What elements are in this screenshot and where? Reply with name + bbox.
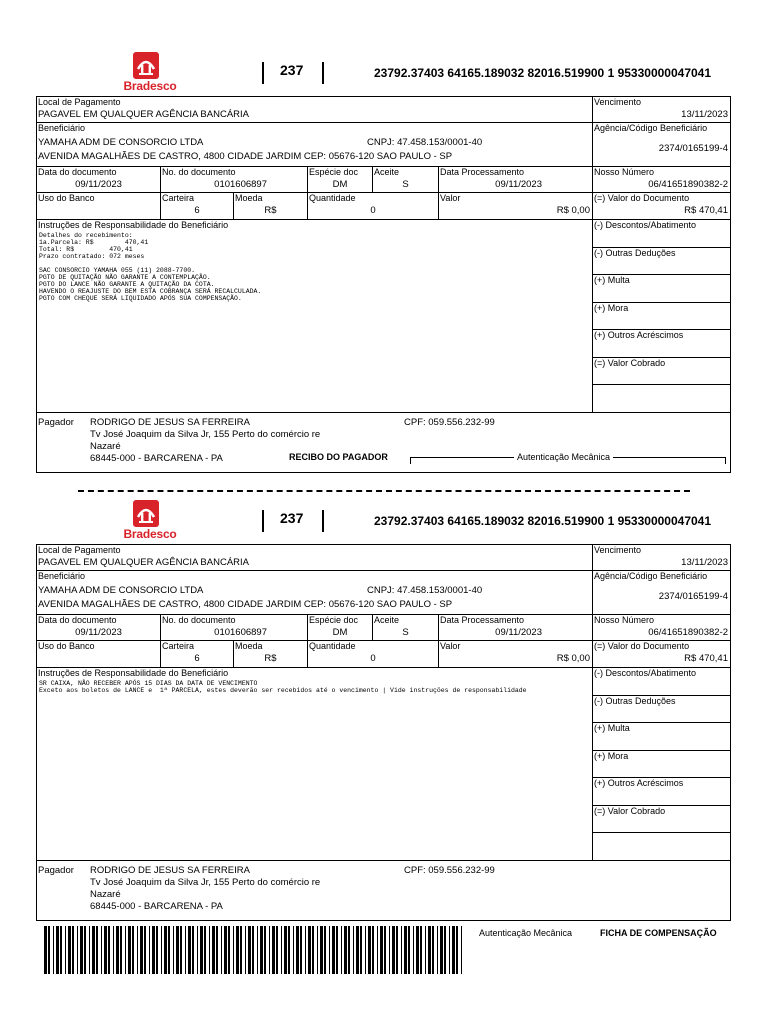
valor-documento-cell: (=) Valor do Documento R$ 470,41 — [592, 641, 731, 668]
barcode-bar — [461, 926, 462, 974]
quantidade-cell: Quantidade 0 — [307, 193, 438, 220]
nosso-numero-value: 06/41651890382-2 — [648, 179, 728, 190]
slip-header — [36, 500, 731, 544]
barcode-bar — [389, 926, 390, 974]
beneficiario-nome: YAMAHA ADM DE CONSORCIO LTDA — [38, 585, 204, 596]
barcode-bar — [137, 926, 138, 974]
data-documento-value: 09/11/2023 — [75, 627, 122, 638]
beneficiario-cell: Beneficiário YAMAHA ADM DE CONSORCIO LTDA CNPJ: 47.458.153/0001-40 AVENIDA MAGALHÃES DE CASTRO, 4800 CIDADE JARDIM CEP: 05676-120 SAO PAULO - SP — [36, 123, 592, 167]
boleto-grid — [36, 544, 731, 912]
local-pagamento-cell: Local de Pagamento PAGAVEL EM QUALQUER AGÊNCIA BANCÁRIA — [36, 545, 592, 571]
bradesco-logo — [120, 52, 177, 96]
barcode-bar — [216, 926, 218, 974]
data-documento-cell: Data do documento 09/11/2023 — [36, 615, 160, 641]
bank-name: Bradesco — [123, 79, 177, 93]
nosso-numero-value: 06/41651890382-2 — [648, 627, 728, 638]
barcode-bar — [240, 926, 242, 974]
barcode-bar — [336, 926, 338, 974]
barcode-bar — [108, 926, 110, 974]
pagador-cpf: CPF: 059.556.232-99 — [404, 417, 495, 428]
data-processamento-value: 09/11/2023 — [495, 179, 542, 190]
bank-code: 237 — [280, 62, 304, 78]
barcode-bar — [372, 926, 374, 974]
barcode-bar — [101, 926, 102, 974]
instrucoes-cell: Instruções de Responsabilidade do Beneficiário Detalhes do recebimento: 1a.Parcela: R$ 470,41 Total: R$ 470,41 Prazo contratado: 072 meses SAC CONSORCIO YAMAHA 055 (11) 2088-7700. PGTO DE QUITAÇÃO NÃO GARANTE A CONTEMPLAÇÃO. PGTO DO LANCE NÃO GARANTE A QUITAÇÃO DA COTA. HAVENDO O REAJUSTE DO BEM ESTA COBRANÇA SERÁ RECALCULADA. PGTO COM CHEQUE SERÁ LIQUIDADO APÓS SUA COMPENSAÇÃO. — [36, 220, 592, 413]
barcode-bar — [84, 926, 86, 974]
instrucao-line: Exceto aos boletos de LANCE e 1ª PARCELA, estes deverão ser recebidos até o vencimento | Vide instruções de responsabilidade — [39, 687, 527, 694]
barcode-bar — [384, 926, 386, 974]
barcode-bar — [161, 926, 162, 974]
vencimento-cell: Vencimento 13/11/2023 — [592, 97, 731, 123]
barcode-bar — [224, 926, 227, 974]
barcode-bar — [188, 926, 191, 974]
pagador-bairro: Nazaré — [90, 889, 121, 900]
pagador-nome: RODRIGO DE JESUS SA FERREIRA — [90, 865, 250, 876]
barcode-bar — [248, 926, 251, 974]
barcode-bar — [408, 926, 410, 974]
barcode-bar — [380, 926, 383, 974]
barcode-bar — [180, 926, 182, 974]
barcode-bar — [120, 926, 122, 974]
beneficiario-cell: Beneficiário YAMAHA ADM DE CONSORCIO LTDA CNPJ: 47.458.153/0001-40 AVENIDA MAGALHÃES DE CASTRO, 4800 CIDADE JARDIM CEP: 05676-120 SAO PAULO - SP — [36, 571, 592, 615]
barcode-bar — [377, 926, 378, 974]
nosso-numero-cell: Nosso Número 06/41651890382-2 — [592, 615, 731, 641]
barcode-bar — [197, 926, 198, 974]
local-pagamento-cell: Local de Pagamento PAGAVEL EM QUALQUER AGÊNCIA BANCÁRIA — [36, 97, 592, 123]
beneficiario-nome: YAMAHA ADM DE CONSORCIO LTDA — [38, 137, 204, 148]
barcode-bar — [348, 926, 350, 974]
barcode-bar — [425, 926, 426, 974]
bank-name: Bradesco — [123, 527, 177, 541]
aceite-value: S — [402, 627, 409, 638]
instrucao-line: HAVENDO O REAJUSTE DO BEM ESTA COBRANÇA SERÁ RECALCULADA. — [39, 288, 262, 295]
barcode-bar — [92, 926, 95, 974]
descontos-cell: (-) Descontos/Abatimento — [592, 220, 731, 248]
valor-value: R$ 0,00 — [556, 653, 590, 664]
barcode-bar — [437, 926, 438, 974]
header-divider — [322, 62, 324, 84]
barcode-bar — [144, 926, 146, 974]
barcode-bar — [209, 926, 210, 974]
barcode-bar — [60, 926, 62, 974]
barcode-bar — [413, 926, 414, 974]
slip-header — [36, 52, 731, 96]
instrucao-line: SR CAIXA, NÃO RECEBER APÓS 15 DIAS DA DATA DE VENCIMENTO — [39, 680, 258, 687]
valor-documento-cell: (=) Valor do Documento R$ 470,41 — [592, 193, 731, 220]
uso-banco-cell: Uso do Banco — [36, 641, 160, 668]
barcode-bar — [264, 926, 266, 974]
uso-banco-cell: Uso do Banco — [36, 193, 160, 220]
digitable-line: 23792.37403 64165.189032 82016.519900 1 95330000047041 — [374, 514, 712, 528]
agencia-cell: Agência/Código Beneficiário 2374/0165199-4 — [592, 571, 731, 615]
blank-cell — [592, 385, 731, 413]
data-processamento-value: 09/11/2023 — [495, 627, 542, 638]
especie-doc-value: DM — [332, 627, 348, 638]
barcode-bar — [89, 926, 90, 974]
carteira-value: 6 — [194, 205, 200, 216]
instrucao-line: 1a.Parcela: R$ 470,41 — [39, 239, 149, 246]
barcode-bar — [228, 926, 230, 974]
pagador-cidade: 68445-000 - BARCARENA - PA — [90, 901, 223, 912]
agencia-value: 2374/0165199-4 — [658, 591, 728, 602]
barcode-bar — [192, 926, 194, 974]
barcode-bar — [329, 926, 330, 974]
beneficiario-endereco: AVENIDA MAGALHÃES DE CASTRO, 4800 CIDADE JARDIM CEP: 05676-120 SAO PAULO - SP — [38, 599, 453, 610]
barcode-bar — [332, 926, 335, 974]
barcode-bar — [281, 926, 282, 974]
barcode-bar — [440, 926, 443, 974]
boleto-ficha — [36, 500, 731, 912]
mora-cell: (+) Mora — [592, 303, 731, 330]
bradesco-logo-icon — [133, 52, 159, 79]
valor-cobrado-cell: (=) Valor Cobrado — [592, 806, 731, 833]
barcode-bar — [444, 926, 446, 974]
barcode-bar — [365, 926, 366, 974]
barcode-bar — [317, 926, 318, 974]
agencia-value: 2374/0165199-4 — [658, 143, 728, 154]
pagador-bairro: Nazaré — [90, 441, 121, 452]
barcode-bar — [56, 926, 59, 974]
pagador-cell: Pagador RODRIGO DE JESUS SA FERREIRA CPF: 059.556.232-99 Tv José Joaquim da Silva Jr, 155 Perto do comércio re Nazaré 68445-000 - BARCARENA - PA — [36, 413, 731, 473]
beneficiario-cnpj: CNPJ: 47.458.153/0001-40 — [367, 137, 483, 148]
barcode-bar — [293, 926, 294, 974]
mora-cell: (+) Mora — [592, 751, 731, 778]
header-divider — [262, 62, 264, 84]
barcode-bar — [245, 926, 246, 974]
barcode-bar — [53, 926, 54, 974]
outros-acrescimos-cell: (+) Outros Acréscimos — [592, 330, 731, 358]
barcode-bar — [368, 926, 371, 974]
moeda-cell: Moeda R$ — [233, 193, 307, 220]
barcode-bar — [341, 926, 342, 974]
barcode-bar — [404, 926, 407, 974]
barcode-bar — [344, 926, 347, 974]
barcode-bar — [168, 926, 170, 974]
barcode-bar — [320, 926, 323, 974]
quantidade-cell: Quantidade 0 — [307, 641, 438, 668]
barcode-bar — [296, 926, 299, 974]
autenticacao-label-2: Autenticação Mecânica — [479, 928, 573, 938]
no-documento-cell: No. do documento 0101606897 — [160, 167, 307, 193]
barcode-bar — [396, 926, 398, 974]
barcode-bar — [312, 926, 314, 974]
barcode-bar — [204, 926, 206, 974]
pagador-cell: Pagador RODRIGO DE JESUS SA FERREIRA CPF: 059.556.232-99 Tv José Joaquim da Silva Jr, 155 Perto do comércio re Nazaré 68445-000 - BARCARENA - PA — [36, 861, 731, 921]
barcode-bar — [156, 926, 158, 974]
no-documento-value: 0101606897 — [214, 627, 267, 638]
barcode-bar — [260, 926, 263, 974]
barcode-bar — [44, 926, 47, 974]
barcode-bar — [284, 926, 287, 974]
header-divider — [262, 510, 264, 532]
vencimento-value: 13/11/2023 — [681, 109, 728, 120]
barcode-bar — [428, 926, 431, 974]
barcode-bar — [132, 926, 134, 974]
data-processamento-cell: Data Processamento 09/11/2023 — [438, 167, 592, 193]
barcode-bar — [452, 926, 455, 974]
quantidade-value: 0 — [370, 205, 376, 216]
no-documento-value: 0101606897 — [214, 179, 267, 190]
barcode-bar — [449, 926, 450, 974]
barcode-bar — [308, 926, 311, 974]
valor-documento-value: R$ 470,41 — [684, 205, 728, 216]
outros-acrescimos-cell: (+) Outros Acréscimos — [592, 778, 731, 806]
pagador-cidade: 68445-000 - BARCARENA - PA — [90, 453, 223, 464]
barcode-bar — [185, 926, 186, 974]
barcode-bar — [456, 926, 458, 974]
local-pagamento-value: PAGAVEL EM QUALQUER AGÊNCIA BANCÁRIA — [38, 557, 249, 568]
descontos-cell: (-) Descontos/Abatimento — [592, 668, 731, 696]
ficha-label: FICHA DE COMPENSAÇÃO — [600, 928, 717, 938]
bradesco-logo — [120, 500, 177, 544]
outras-deducoes-cell: (-) Outras Deduções — [592, 248, 731, 275]
aceite-cell: Aceite S — [372, 615, 438, 641]
barcode-bar — [173, 926, 174, 974]
barcode-bar — [233, 926, 234, 974]
barcode-bar — [152, 926, 155, 974]
barcode-bar — [221, 926, 222, 974]
barcode-bar — [96, 926, 98, 974]
instrucao-line: SAC CONSORCIO YAMAHA 055 (11) 2088-7700. — [39, 267, 196, 274]
barcode-bar — [236, 926, 239, 974]
nosso-numero-cell: Nosso Número 06/41651890382-2 — [592, 167, 731, 193]
barcode-bar — [272, 926, 275, 974]
barcode-bar — [360, 926, 362, 974]
valor-cell: Valor R$ 0,00 — [438, 193, 592, 220]
barcode-bar — [113, 926, 114, 974]
moeda-value: R$ — [264, 205, 277, 216]
pagador-endereco: Tv José Joaquim da Silva Jr, 155 Perto do comércio re — [90, 877, 321, 888]
barcode-bar — [77, 926, 78, 974]
instrucoes-cell: Instruções de Responsabilidade do Beneficiário SR CAIXA, NÃO RECEBER APÓS 15 DIAS DA DATA DE VENCIMENTO Exceto aos boletos de LANCE e 1ª PARCELA, estes deverão ser recebidos até o vencimento | Vide instruções de responsabilidade — [36, 668, 592, 861]
barcode-bar — [432, 926, 434, 974]
local-pagamento-value: PAGAVEL EM QUALQUER AGÊNCIA BANCÁRIA — [38, 109, 249, 120]
pagador-nome: RODRIGO DE JESUS SA FERREIRA — [90, 417, 250, 428]
data-documento-cell: Data do documento 09/11/2023 — [36, 167, 160, 193]
barcode-bar — [200, 926, 203, 974]
barcode-bar — [72, 926, 74, 974]
bank-code: 237 — [280, 510, 304, 526]
pagador-endereco: Tv José Joaquim da Silva Jr, 155 Perto do comércio re — [90, 429, 321, 440]
valor-documento-value: R$ 470,41 — [684, 653, 728, 664]
instrucao-line: PGTO COM CHEQUE SERÁ LIQUIDADO APÓS SUA COMPENSAÇÃO. — [39, 295, 242, 302]
carteira-value: 6 — [194, 653, 200, 664]
barcode — [44, 926, 464, 974]
barcode-bar — [401, 926, 402, 974]
aceite-value: S — [402, 179, 409, 190]
valor-cobrado-cell: (=) Valor Cobrado — [592, 358, 731, 385]
barcode-bar — [125, 926, 126, 974]
barcode-bar — [305, 926, 306, 974]
barcode-bar — [149, 926, 150, 974]
instrucao-line: Prazo contratado: 072 meses — [39, 253, 145, 260]
digitable-line: 23792.37403 64165.189032 82016.519900 1 95330000047041 — [374, 66, 712, 80]
vencimento-cell: Vencimento 13/11/2023 — [592, 545, 731, 571]
quantidade-value: 0 — [370, 653, 376, 664]
beneficiario-endereco: AVENIDA MAGALHÃES DE CASTRO, 4800 CIDADE JARDIM CEP: 05676-120 SAO PAULO - SP — [38, 151, 453, 162]
pagador-cpf: CPF: 059.556.232-99 — [404, 865, 495, 876]
barcode-bar — [80, 926, 83, 974]
vencimento-value: 13/11/2023 — [681, 557, 728, 568]
aceite-cell: Aceite S — [372, 167, 438, 193]
recibo-label: RECIBO DO PAGADOR — [289, 452, 388, 462]
no-documento-cell: No. do documento 0101606897 — [160, 615, 307, 641]
barcode-bar — [65, 926, 66, 974]
carteira-cell: Carteira 6 — [160, 193, 233, 220]
barcode-bar — [116, 926, 119, 974]
barcode-bar — [416, 926, 419, 974]
barcode-bar — [288, 926, 290, 974]
data-processamento-cell: Data Processamento 09/11/2023 — [438, 615, 592, 641]
barcode-bar — [68, 926, 71, 974]
agencia-cell: Agência/Código Beneficiário 2374/0165199-4 — [592, 123, 731, 167]
barcode-bar — [257, 926, 258, 974]
barcode-bar — [300, 926, 302, 974]
barcode-bar — [104, 926, 107, 974]
data-documento-value: 09/11/2023 — [75, 179, 122, 190]
barcode-bar — [212, 926, 215, 974]
valor-value: R$ 0,00 — [556, 205, 590, 216]
barcode-bar — [128, 926, 131, 974]
instrucao-line: Detalhes do recebimento: — [39, 232, 133, 239]
barcode-bar — [392, 926, 395, 974]
beneficiario-cnpj: CNPJ: 47.458.153/0001-40 — [367, 585, 483, 596]
barcode-bar — [176, 926, 179, 974]
instrucao-line: Total: R$ 470,41 — [39, 246, 133, 253]
cut-line — [78, 490, 690, 492]
especie-doc-cell: Espécie doc DM — [307, 167, 372, 193]
barcode-bar — [276, 926, 278, 974]
instrucao-line: PGTO DO LANCE NÃO GARANTE A QUITAÇÃO DA COTA. — [39, 281, 215, 288]
barcode-bar — [48, 926, 50, 974]
autenticacao-label: Autenticação Mecânica — [514, 452, 613, 462]
instrucao-line: PGTO DE QUITAÇÃO NÃO GARANTE A CONTEMPLAÇÃO. — [39, 274, 211, 281]
barcode-bar — [356, 926, 359, 974]
multa-cell: (+) Multa — [592, 275, 731, 303]
barcode-bar — [420, 926, 422, 974]
barcode-bar — [164, 926, 167, 974]
bradesco-logo-icon — [133, 500, 159, 527]
barcode-bar — [324, 926, 326, 974]
header-divider — [322, 510, 324, 532]
barcode-bar — [252, 926, 254, 974]
outras-deducoes-cell: (-) Outras Deduções — [592, 696, 731, 723]
moeda-cell: Moeda R$ — [233, 641, 307, 668]
especie-doc-value: DM — [332, 179, 348, 190]
carteira-cell: Carteira 6 — [160, 641, 233, 668]
barcode-bar — [353, 926, 354, 974]
moeda-value: R$ — [264, 653, 277, 664]
blank-cell — [592, 833, 731, 861]
multa-cell: (+) Multa — [592, 723, 731, 751]
barcode-bar — [269, 926, 270, 974]
barcode-bar — [140, 926, 143, 974]
valor-cell: Valor R$ 0,00 — [438, 641, 592, 668]
especie-doc-cell: Espécie doc DM — [307, 615, 372, 641]
